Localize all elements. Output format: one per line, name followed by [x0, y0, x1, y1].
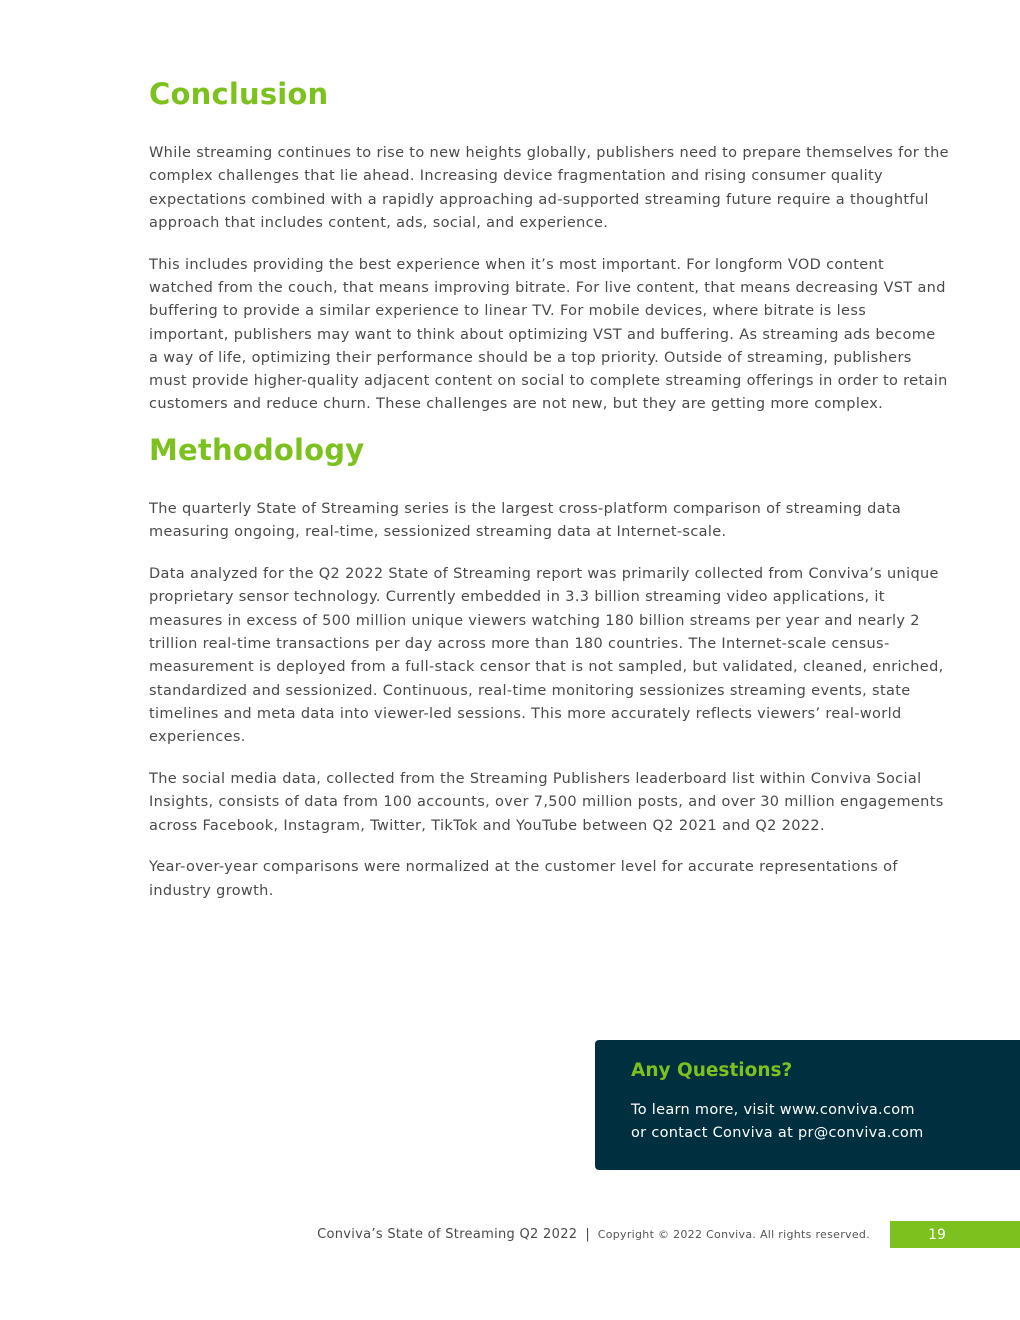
- questions-box: [595, 1040, 1020, 1170]
- page-footer: [317, 1223, 870, 1245]
- footer-report-title: Conviva’s State of Streaming Q2 2022: [317, 1226, 578, 1242]
- page-number: 19: [928, 1226, 946, 1243]
- conclusion-section: [149, 76, 949, 417]
- page-number-badge: [890, 1221, 1020, 1248]
- methodology-paragraph-1: The quarterly State of Streaming series is the largest cross-platform comparison of streaming data measuring ongoing, real-time, sessionized streaming data at Internet-scale.: [149, 501, 902, 541]
- methodology-section: [149, 432, 949, 903]
- questions-website-line[interactable]: To learn more, visit www.conviva.com: [631, 1102, 915, 1118]
- footer-copyright: Copyright © 2022 Conviva. All rights reserved.: [597, 1227, 870, 1241]
- methodology-paragraph-3: The social media data, collected from the Streaming Publishers leaderboard list within Conviva Social Insights, consists of data from 100 accounts, over 7,500 million posts, and over 30 million engagements across Facebook, Instagram, Twitter, TikTok and YouTube between Q2 2021 and Q2 2022.: [149, 770, 944, 834]
- methodology-paragraph-4: Year-over-year comparisons were normalized at the customer level for accurate representations of industry growth.: [149, 859, 898, 899]
- methodology-heading: Methodology: [149, 433, 365, 467]
- questions-text: [631, 1099, 1020, 1145]
- conclusion-paragraph-1: While streaming continues to rise to new heights globally, publishers need to prepare themselves for the complex challenges that lie ahead. Increasing device fragmentation and rising consumer quality expectations combined with a rapidly approaching ad-supported streaming future require a thoughtful approach that includes content, ads, social, and experience.: [149, 145, 949, 231]
- footer-separator: |: [585, 1226, 590, 1242]
- questions-title: Any Questions?: [631, 1060, 793, 1081]
- conclusion-heading: Conclusion: [149, 77, 329, 111]
- conclusion-paragraph-2: This includes providing the best experience when it’s most important. For longform VOD content watched from the couch, that means improving bitrate. For live content, that means decreasing VST and buffering to provide a similar experience to linear TV. For mobile devices, where bitrate is less important, publishers may want to think about optimizing VST and buffering. As streaming ads become a way of life, optimizing their performance should be a top priority. Outside of streaming, publishers must provide higher-quality adjacent content on social to complete streaming offerings in order to retain customers and reduce churn. These challenges are not new, but they are getting more complex.: [149, 256, 948, 413]
- questions-email-line[interactable]: or contact Conviva at pr@conviva.com: [631, 1125, 924, 1141]
- methodology-paragraph-2: Data analyzed for the Q2 2022 State of Streaming report was primarily collected from Conviva’s unique proprietary sensor technology. Currently embedded in 3.3 billion streaming video applications, it measures in excess of 500 million unique viewers watching 180 billion streams per year and nearly 2 trillion real-time transactions per day across more than 180 countries. The Internet-scale census-measurement is deployed from a full-stack censor that is not sampled, but validated, cleaned, enriched, standardized and sessionized. Continuous, real-time monitoring sessionizes streaming events, state timelines and meta data into viewer-led sessions. This more accurately reflects viewers’ real-world experiences.: [149, 566, 944, 746]
